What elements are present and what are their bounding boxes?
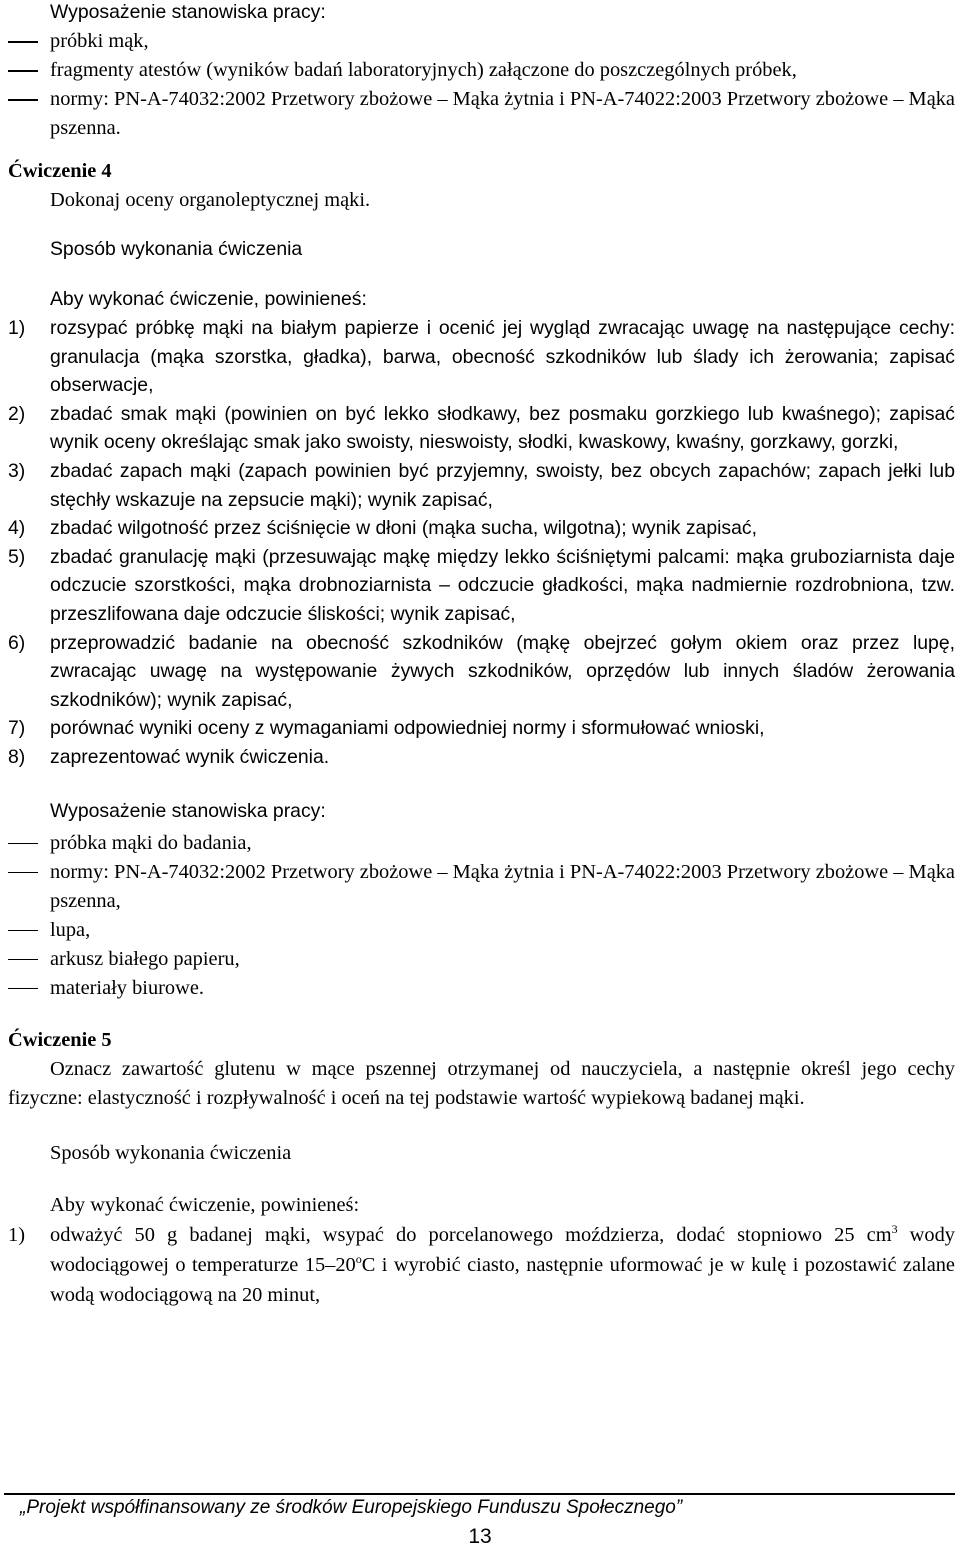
superscript-3: 3 (891, 1221, 898, 1236)
list-item: fragmenty atestów (wyników badań laboratoryjnych) załączone do poszczególnych próbek, (8, 56, 955, 85)
list-item (8, 457, 955, 514)
step-text: zaprezentować wynik ćwiczenia. (50, 745, 330, 768)
step-text: porównać wyniki oceny z wymaganiami odpowiedniej normy i sformułować wnioski, (50, 717, 765, 740)
method-heading-5: Sposób wykonania ćwiczenia (50, 1141, 292, 1164)
exercise-5-title: Ćwiczenie 5 (8, 1028, 112, 1051)
exercise-4-task: Dokonaj oceny organoleptycznej mąki. (50, 189, 371, 211)
intro-5: Aby wykonać ćwiczenie, powinieneś: (50, 1193, 360, 1216)
footer (4, 1493, 955, 1521)
list-item (8, 400, 955, 457)
equipment-list-top (8, 27, 955, 143)
steps-list-5 (8, 1220, 955, 1310)
list-item (8, 743, 955, 772)
step-text: przeprowadzić badanie na obecność szkodników (mąkę obejrzeć gołym okiem oraz przez lupę, zwracając uwagę na występowanie żywych szkodników, oprzędów lub innych śladów żerowania szkodników); wynik zapisać, (50, 631, 955, 711)
step-text: rozsypać próbkę mąki na białym papierze i ocenić jej wygląd zwracając uwagę na następujące cechy: granulacja (mąka szorstka, gładka), barwa, obecność szkodników lub ślady ich żerowania; zapisać obserwacje, (50, 317, 955, 397)
list-item (8, 1220, 955, 1310)
equipment-label-top: Wyposażenie stanowiska pracy: (50, 1, 326, 23)
step-text: zbadać granulację mąki (przesuwając mąkę między lekko ściśniętymi palcami: mąka gruboziarnista daje odczucie szorstkości, mąka drobnoziarnista – odczucie gładkości, mąka nadmiernie rozdrobniona, tzw. przeszlifowana daje odczucie śliskości; wynik zapisać, (50, 545, 955, 625)
steps-list-4 (8, 314, 955, 772)
step-number: 6) (8, 631, 26, 654)
list-item: lupa, (8, 916, 955, 945)
list-item: próbki mąk, (8, 27, 955, 56)
list-item: materiały biurowe. (8, 974, 955, 1003)
step-text: zbadać wilgotność przez ściśnięcie w dłoni (mąka sucha, wilgotna); wynik zapisać, (50, 517, 757, 540)
equipment-label-4: Wyposażenie stanowiska pracy: (50, 799, 326, 822)
step-text-a: odważyć 50 g badanej mąki, wsypać do porcelanowego moździerza, dodać stopniowo 25 cm (50, 1223, 892, 1246)
degree-superscript: o (355, 1251, 362, 1266)
document-page (8, 0, 955, 1310)
exercise-4-title: Ćwiczenie 4 (8, 160, 112, 182)
list-item: arkusz białego papieru, (8, 945, 955, 974)
exercise-5-task: Oznacz zawartość glutenu w mące pszennej otrzymanej od nauczyciela, a następnie określ jego cechy fizyczne: elastyczność i rozpływalność i oceń na tej podstawie wartość wypiekową badanej mąki. (8, 1057, 955, 1109)
step-text: zbadać zapach mąki (zapach powinien być przyjemny, swoisty, bez obcych zapachów; zapach jełki lub stęchły wskazuje na zepsucie mąki); wynik zapisać, (50, 459, 955, 511)
step-text: zbadać smak mąki (powinien on być lekko słodkawy, bez posmaku gorzkiego lub kwaśnego); zapisać wynik oceny określając smak jako swoisty, nieswoisty, słodki, kwaskowy, kwaśny, gorzkawy, gorzki, (50, 402, 955, 454)
step-number: 5) (8, 545, 26, 568)
list-item (8, 514, 955, 543)
list-item (8, 314, 955, 400)
intro-4: Aby wykonać ćwiczenie, powinieneś: (50, 288, 367, 310)
list-item: próbka mąki do badania, (8, 829, 955, 858)
step-text-c: C i wyrobić ciasto, następnie uformować je w kulę i pozostawić zalane wodą wodociągową na 20 minut, (50, 1253, 955, 1306)
step-number: 2) (8, 402, 26, 425)
step-text-b: wody wodociągowej o temperaturze 15–20 (50, 1223, 955, 1276)
footer-text: „Projekt współfinansowany ze środków Europejskiego Funduszu Społecznego” (20, 1497, 683, 1518)
step-number: 4) (8, 517, 26, 540)
step-number: 8) (8, 745, 26, 768)
step-number: 3) (8, 459, 26, 482)
list-item (8, 543, 955, 629)
step-number: 1) (8, 1223, 25, 1246)
list-item: normy: PN-A-74032:2002 Przetwory zbożowe – Mąka żytnia i PN-A-74022:2003 Przetwory zbożowe – Mąka pszenna, (8, 858, 955, 916)
equipment-list-4 (8, 829, 955, 1003)
step-number: 7) (8, 717, 26, 740)
step-number: 1) (8, 317, 26, 339)
list-item: normy: PN-A-74032:2002 Przetwory zbożowe – Mąka żytnia i PN-A-74022:2003 Przetwory zbożowe – Mąka pszenna. (8, 85, 955, 143)
method-heading-4: Sposób wykonania ćwiczenia (50, 238, 303, 260)
page-number: 13 (468, 1525, 492, 1548)
list-item (8, 714, 955, 743)
list-item (8, 629, 955, 715)
